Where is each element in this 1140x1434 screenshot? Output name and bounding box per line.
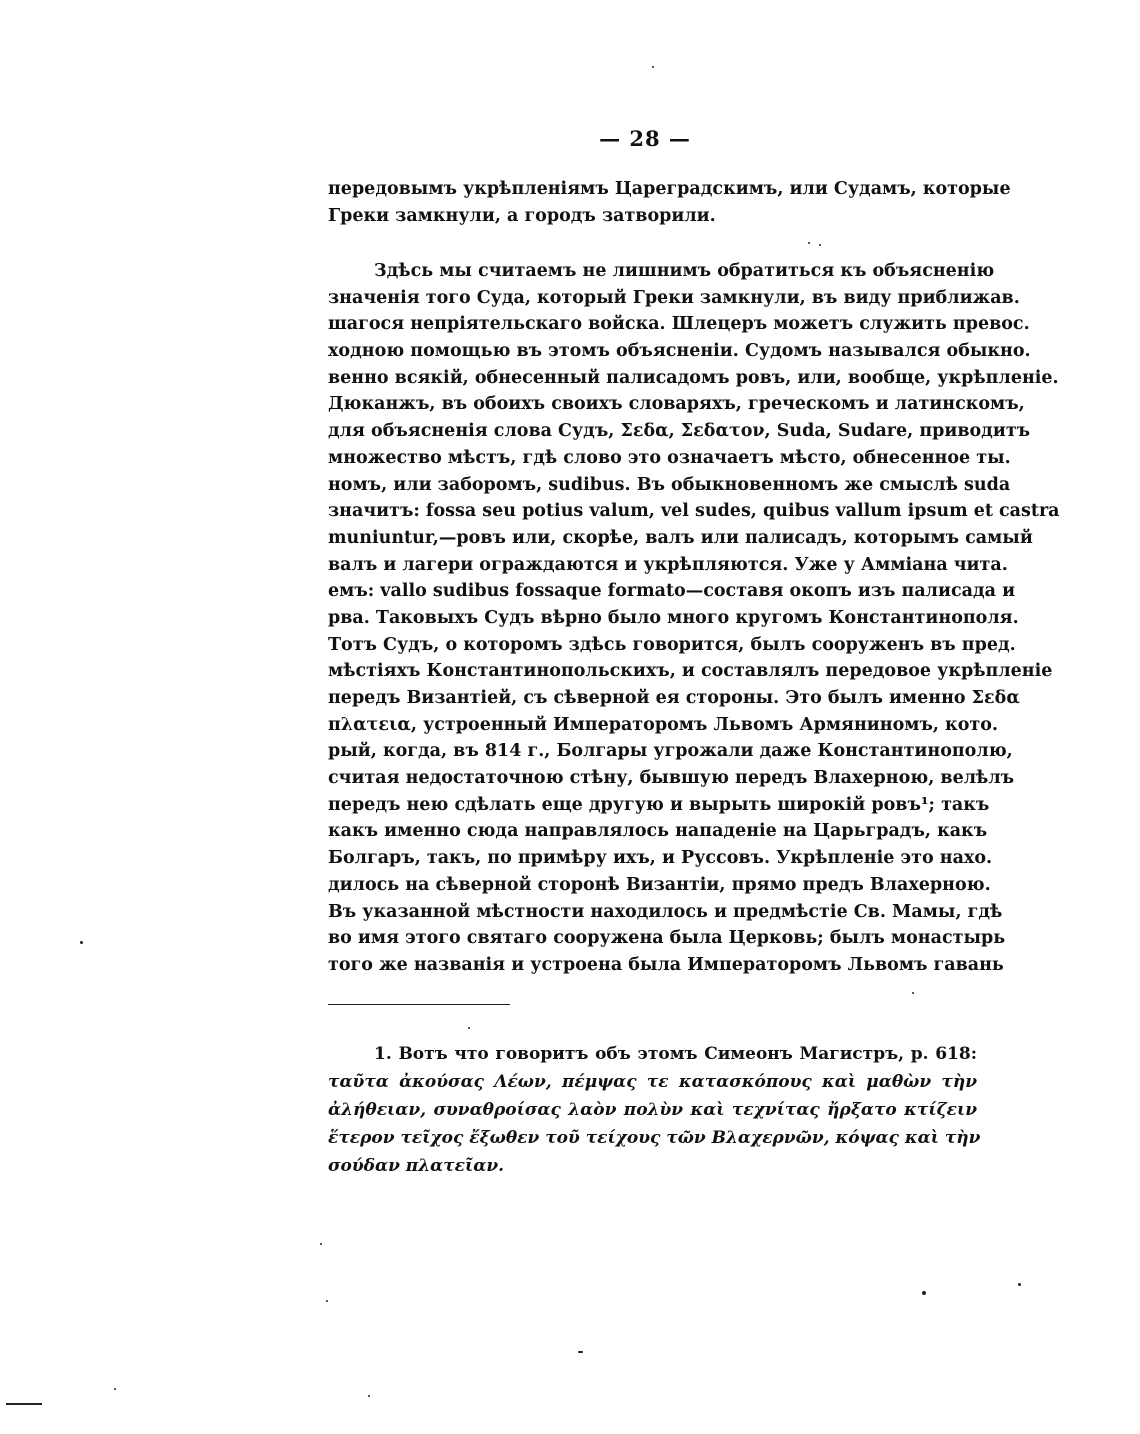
footnote-greek-line: ἀλήθειαν, συναθροίσας λαὸν πολὺν καὶ τεχνίτας ἤρξατο κτίζειν — [328, 1100, 977, 1120]
speck — [368, 1395, 370, 1397]
text-line: множество мѣстъ, гдѣ слово это означаетъ мѣсто, обнесенное ты. — [328, 447, 1011, 468]
text-line: валъ и лагери ограждаются и укрѣпляются. Уже у Амміана чита. — [328, 554, 1008, 575]
text-line: для объясненія слова Судъ, Σεδα, Σεδατον, Suda, Sudare, приводитъ — [328, 421, 1031, 442]
speck — [1018, 1283, 1021, 1286]
text-line: мѣстіяхъ Константинопольскихъ, и составлялъ передовое укрѣпленіе — [328, 661, 1053, 682]
text-line: Тотъ Судъ, о которомъ здѣсь говорится, былъ сооруженъ въ пред. — [328, 634, 1016, 655]
text-line: Дюканжъ, въ обоихъ своихъ словаряхъ, греческомъ и латинскомъ, — [328, 394, 1025, 415]
page-number: — 28 — — [599, 126, 691, 151]
text-line: во имя этого святаго сооружена была Церковь; былъ монастырь — [328, 928, 1006, 949]
text-line: номъ, или заборомъ, sudibus. Въ обыкновенномъ же смыслѣ suda — [328, 474, 1011, 495]
footnote-greek-line: ἕτερον τεῖχος ἔξωθεν τοῦ τείχους τῶν Βλαχερνῶν, κόψας καὶ τὴν — [328, 1128, 981, 1148]
text-line: того же названія и устроена была Императоромъ Львомъ гавань — [328, 954, 1004, 975]
speck — [80, 941, 83, 944]
text-line: ходною помощью въ этомъ объясненіи. Судомъ назывался обыкно. — [328, 341, 1031, 362]
text-line: дилось на сѣверной сторонѣ Византіи, прямо предъ Влахерною. — [328, 874, 991, 895]
text-line: шагося непріятельскаго войска. Шлецеръ можетъ служить превос. — [328, 314, 1030, 335]
speck — [114, 1388, 116, 1390]
speck — [912, 992, 914, 994]
speck — [578, 1351, 583, 1353]
footnote — [328, 1040, 981, 1180]
text-line: значитъ: fossa seu potius valum, vel sudes, quibus vallum ipsum et castra — [328, 501, 1060, 522]
text-line: Греки замкнули, а городъ затворили. — [328, 205, 716, 226]
speck — [652, 66, 654, 68]
text-line: передовымъ укрѣпленіямъ Цареградскимъ, или Судамъ, которые — [328, 179, 1011, 199]
text-line: считая недостаточною стѣну, бывшую передъ Влахерною, велѣлъ — [328, 768, 1015, 789]
text-line: передъ Византіей, съ сѣверной ея стороны. Это былъ именно Σεδα — [328, 688, 1020, 708]
text-line: передъ нею сдѣлать еще другую и вырыть широкій ровъ¹; такъ — [328, 794, 990, 815]
footnote-divider — [328, 1004, 510, 1005]
text-line: какъ именно сюда направлялось нападеніе на Царьградъ, какъ — [328, 821, 988, 842]
speck — [320, 1243, 322, 1245]
speck — [819, 244, 821, 246]
speck — [326, 1300, 328, 1302]
paragraph-1 — [328, 176, 1011, 229]
text-line: Въ указанной мѣстности находилось и предмѣстіе Св. Мамы, гдѣ — [328, 901, 1003, 922]
text-line: емъ: vallo sudibus fossaque formato—составя окопъ изъ палисада и — [328, 581, 1016, 602]
paragraph-2 — [328, 258, 1060, 979]
text-line: muniuntur,—ровъ или, скорѣе, валъ или палисадъ, которымъ самый — [328, 527, 1033, 548]
speck — [6, 1403, 42, 1405]
footnote-greek-line: σούδαν πλατεῖαν. — [328, 1156, 505, 1176]
footnote-line: 1. Вотъ что говоритъ объ этомъ Симеонъ Магистръ, p. 618: — [374, 1044, 977, 1064]
speck — [468, 1027, 470, 1029]
text-line: Болгаръ, такъ, по примѣру ихъ, и Руссовъ. Укрѣпленіе это нахо. — [328, 848, 993, 869]
text-line: Здѣсь мы считаемъ не лишнимъ обратиться къ объясненію — [374, 261, 995, 281]
text-line: рый, когда, въ 814 г., Болгары угрожали даже Константинополю, — [328, 741, 1013, 762]
text-line: значенія того Суда, который Греки замкнули, въ виду приближав. — [328, 287, 1020, 308]
footnote-greek-line: ταῦτα ἀκούσας Λέων, πέμψας τε κατασκόπους καὶ μαθὼν τὴν — [328, 1072, 977, 1092]
text-line: рва. Таковыхъ Судъ вѣрно было много кругомъ Константинополя. — [328, 607, 1019, 628]
speck — [808, 242, 810, 244]
text-line: πλατεια, устроенный Императоромъ Львомъ Армяниномъ, кото. — [328, 714, 998, 735]
text-line: венно всякій, обнесенный палисадомъ ровъ, или, вообще, укрѣпленіе. — [328, 367, 1059, 388]
speck — [922, 1291, 926, 1295]
